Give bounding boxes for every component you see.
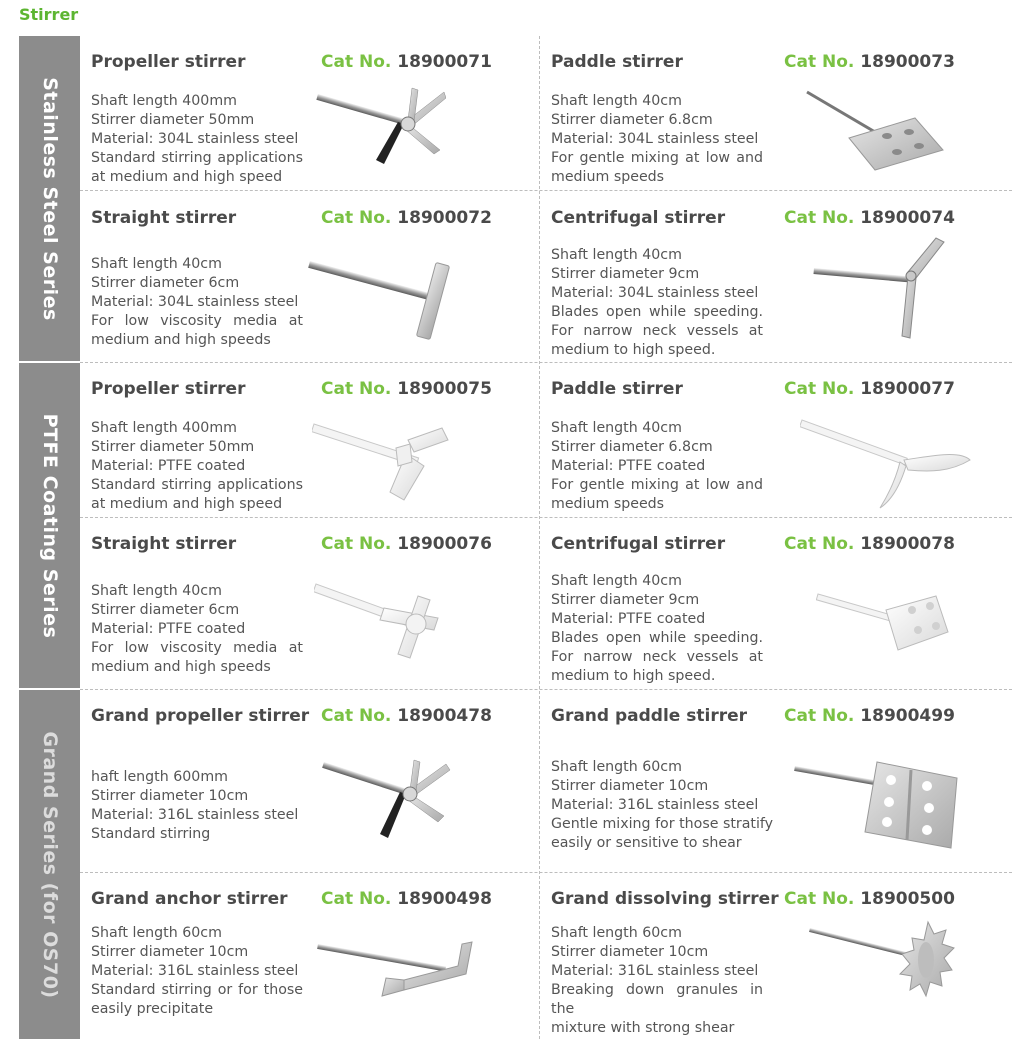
product-name: Grand dissolving stirrer (551, 889, 779, 909)
cat-no: Cat No. 18900072 (321, 208, 492, 228)
grand-dissolving-stirrer-image (808, 918, 958, 1018)
product-name: Straight stirrer (91, 534, 237, 554)
cat-no: Cat No. 18900500 (784, 889, 955, 909)
paddle-stirrer-steel-image (805, 88, 945, 173)
straight-stirrer-steel-image (308, 255, 453, 345)
series-label: Grand Series (for OS70) (38, 730, 61, 999)
series-label: PTFE Coating Series (38, 413, 61, 638)
product-name: Grand paddle stirrer (551, 706, 748, 726)
paddle-stirrer-ptfe-image (800, 416, 975, 512)
product-description: haft length 600mm Stirrer diameter 10cm Material: 316L stainless steel Standard stirring (91, 769, 299, 843)
straight-stirrer-ptfe-image (314, 578, 454, 668)
grand-propeller-stirrer-image (322, 752, 452, 842)
product-name: Propeller stirrer (91, 379, 246, 399)
product-description: Shaft length 400mm Stirrer diameter 50mm Material: 304L stainless steel Standard stirring applications at medium and high speed (91, 93, 303, 186)
cat-no: Cat No. 18900073 (784, 52, 955, 72)
product-name: Paddle stirrer (551, 52, 683, 72)
grand-paddle-stirrer-image (793, 756, 961, 852)
product-name: Straight stirrer (91, 208, 237, 228)
product-cell (91, 534, 531, 684)
product-description: Shaft length 60cm Stirrer diameter 10cm Material: 316L stainless steel Breaking down granules in the mixture with strong shear (551, 925, 763, 1037)
product-description: Shaft length 400mm Stirrer diameter 50mm Material: PTFE coated Standard stirring applications at medium and high speed (91, 420, 303, 513)
cat-no: Cat No. 18900478 (321, 706, 492, 726)
product-name: Grand anchor stirrer (91, 889, 288, 909)
product-name: Centrifugal stirrer (551, 208, 726, 228)
cat-no: Cat No. 18900071 (321, 52, 492, 72)
propeller-stirrer-ptfe-image (312, 418, 452, 503)
column-divider (539, 36, 540, 1039)
row-divider (80, 362, 1012, 363)
product-description: Shaft length 40cm Stirrer diameter 9cm Material: PTFE coated Blades open while speeding. For narrow neck vessels at medium to high speed. (551, 573, 763, 685)
propeller-stirrer-steel-image (316, 80, 446, 170)
grand-anchor-stirrer-image (316, 938, 476, 1000)
row-divider (80, 190, 1012, 191)
product-cell (91, 52, 531, 187)
centrifugal-stirrer-ptfe-image (816, 588, 952, 660)
product-description: Shaft length 40cm Stirrer diameter 6cm Material: PTFE coated For low viscosity media at medium and high speeds (91, 583, 303, 676)
cat-no: Cat No. 18900077 (784, 379, 955, 399)
cat-no: Cat No. 18900076 (321, 534, 492, 554)
row-divider (80, 872, 1012, 873)
product-description: Shaft length 40cm Stirrer diameter 6cm Material: 304L stainless steel For low viscosity media at medium and high speeds (91, 256, 303, 349)
series-stainless-steel (19, 36, 80, 362)
product-description: Shaft length 40cm Stirrer diameter 6.8cm Material: PTFE coated For gentle mixing at low and medium speeds (551, 420, 763, 513)
series-label: Stainless Steel Series (38, 77, 61, 321)
page-title: Stirrer (19, 5, 79, 24)
cat-no: Cat No. 18900498 (321, 889, 492, 909)
product-description: Shaft length 40cm Stirrer diameter 6.8cm Material: 304L stainless steel For gentle mixing at low and medium speeds (551, 93, 763, 186)
product-name: Propeller stirrer (91, 52, 246, 72)
cat-no: Cat No. 18900075 (321, 379, 492, 399)
cat-no: Cat No. 18900078 (784, 534, 955, 554)
product-cell (91, 379, 531, 514)
product-description: Shaft length 60cm Stirrer diameter 10cm Material: 316L stainless steel Gentle mixing for those stratify easily or sensitive to shear (551, 759, 774, 852)
product-cell (91, 706, 531, 866)
product-description: Shaft length 40cm Stirrer diameter 9cm Material: 304L stainless steel Blades open while speeding. For narrow neck vessels at medium to high speed. (551, 247, 763, 359)
cat-no: Cat No. 18900499 (784, 706, 955, 726)
product-name: Paddle stirrer (551, 379, 683, 399)
product-name: Grand propeller stirrer (91, 706, 310, 726)
row-divider (80, 689, 1012, 690)
series-grand (19, 690, 80, 1039)
product-name: Centrifugal stirrer (551, 534, 726, 554)
product-description: Shaft length 60cm Stirrer diameter 10cm Material: 316L stainless steel Standard stirring or for those easily precipitate (91, 925, 303, 1018)
centrifugal-stirrer-steel-image (812, 234, 947, 342)
cat-no: Cat No. 18900074 (784, 208, 955, 228)
series-ptfe-coating (19, 363, 80, 688)
row-divider (80, 517, 1012, 518)
